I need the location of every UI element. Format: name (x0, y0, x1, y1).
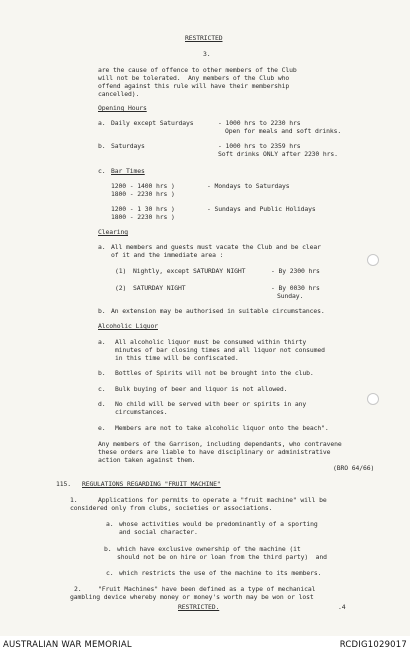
liquor-a-label: a. (98, 338, 106, 346)
liquor-c-label: c. (98, 385, 106, 393)
clearing-item-2-text: SATURDAY NIGHT (133, 284, 186, 292)
intro-line-4: cancelled). (98, 90, 140, 98)
liquor-b-text: Bottles of Spirits will not be brought into the club. (115, 369, 314, 377)
opening-hours-heading: Opening Hours (98, 104, 147, 112)
liquor-a-line-1: All alcoholic liquor must be consumed within thirty (115, 338, 307, 346)
bar-weekday-days: - Mondays to Saturdays (207, 182, 290, 190)
liquor-a-line-2: minutes of bar closing times and all liquor not consumed (115, 346, 325, 354)
clearing-b-text: An extension may be authorised in suitable circumstances. (111, 307, 325, 315)
bar-weekend-days: - Sundays and Public Holidays (207, 205, 316, 213)
fruit-p1-line-2: considered only from clubs, societies or associations. (70, 504, 273, 512)
liquor-closing-line-3: action taken against them. (98, 456, 196, 464)
opening-b-text: Saturdays (111, 142, 145, 150)
bar-weekday-line-2: 1800 - 2230 hrs ) (111, 190, 175, 198)
opening-a-note: Open for meals and soft drinks. (225, 127, 342, 135)
clearing-item-2-time: - By 0030 hrs (271, 284, 320, 292)
section-115-heading: REGULATIONS REGARDING "FRUIT MACHINE" (82, 480, 221, 488)
opening-a-label: a. (98, 119, 106, 127)
fruit-c-label: c. (106, 569, 114, 577)
liquor-d-label: d. (98, 400, 106, 408)
opening-c-label: c. (98, 167, 106, 175)
clearing-heading: Clearing (98, 228, 128, 236)
punch-hole-top (367, 254, 379, 266)
intro-line-1: are the cause of offence to other members of the Club (98, 66, 297, 74)
archive-name: AUSTRALIAN WAR MEMORIAL (3, 640, 132, 650)
reference-number: (BRO 64/66) (333, 464, 375, 472)
archive-id: RCDIG1029017 (339, 640, 407, 650)
page-number: 3. (203, 50, 211, 58)
fruit-p1-line-1: Applications for permits to operate a "fruit machine" will be (98, 496, 327, 504)
bar-weekend-line-1: 1200 - 1 30 hrs ) (111, 205, 175, 213)
opening-b-label: b. (98, 142, 106, 150)
clearing-b-label: b. (98, 307, 106, 315)
fruit-c-text: which restricts the use of the machine to its members. (119, 569, 322, 577)
clearing-a-line-2: of it and the immediate area : (111, 251, 224, 259)
fruit-p2-label: 2. (74, 585, 82, 593)
opening-a-text: Daily except Saturdays (111, 119, 194, 127)
next-page-marker: .4 (338, 603, 346, 611)
liquor-closing-line-2: these orders are liable to have disciplinary or administrative (98, 448, 331, 456)
fruit-b-line-2: should not be on hire or loan from the third party) and (117, 553, 327, 561)
fruit-a-line-2: and social character. (119, 528, 198, 536)
punch-hole-bottom (367, 393, 379, 405)
intro-line-3: offend against this rule will have their membership (98, 82, 290, 90)
fruit-p1-label: 1. (70, 496, 78, 504)
archive-bar (0, 636, 410, 654)
opening-b-note: Soft drinks ONLY after 2230 hrs. (218, 150, 338, 158)
fruit-a-line-1: whose activities would be predominantly of a sporting (119, 520, 318, 528)
clearing-item-2-day: Sunday. (277, 292, 304, 300)
fruit-a-label: a. (106, 520, 114, 528)
section-115-number: 115. (56, 480, 71, 488)
liquor-heading: Alcoholic Liquor (98, 322, 158, 330)
clearing-item-2-label: (2) (115, 284, 127, 292)
clearing-a-line-1: All members and guests must vacate the Club and be clear (111, 243, 321, 251)
footer-classification: RESTRICTED. (178, 603, 220, 611)
fruit-p2-line-1: "Fruit Machines" have been defined as a type of mechanical (98, 585, 316, 593)
bar-weekend-line-2: 1800 - 2230 hrs ) (111, 213, 175, 221)
liquor-e-label: e. (98, 424, 106, 432)
bar-weekday-line-1: 1200 - 1400 hrs ) (111, 182, 175, 190)
clearing-a-label: a. (98, 243, 106, 251)
liquor-closing-line-1: Any members of the Garrison, including dependants, who contravene (98, 440, 342, 448)
fruit-p2-line-2: gambling device whereby money or money's worth may be won or lost (70, 593, 314, 601)
liquor-d-line-2: circumstances. (115, 408, 168, 416)
clearing-item-1-text: Nightly, except SATURDAY NIGHT (133, 267, 246, 275)
clearing-item-1-label: (1) (115, 267, 127, 275)
header-classification: RESTRICTED (185, 34, 223, 42)
liquor-d-line-1: No child will be served with beer or spirits in any (115, 400, 307, 408)
clearing-item-1-time: - By 2300 hrs (271, 267, 320, 275)
fruit-b-label: b. (104, 545, 112, 553)
liquor-b-label: b. (98, 369, 106, 377)
intro-line-2: will not be tolerated. Any members of the Club who (98, 74, 290, 82)
fruit-b-line-1: which have exclusive ownership of the machine (it (117, 545, 301, 553)
liquor-c-text: Bulk buying of beer and liquor is not allowed. (115, 385, 288, 393)
liquor-e-text: Members are not to take alcoholic liquor onto the beach". (115, 424, 329, 432)
liquor-a-line-3: in this time will be confiscated. (115, 354, 239, 362)
opening-a-hours: - 1000 hrs to 2230 hrs (218, 119, 301, 127)
opening-b-hours: - 1000 hrs to 2359 hrs (218, 142, 301, 150)
bar-times-heading: Bar Times (111, 167, 145, 175)
